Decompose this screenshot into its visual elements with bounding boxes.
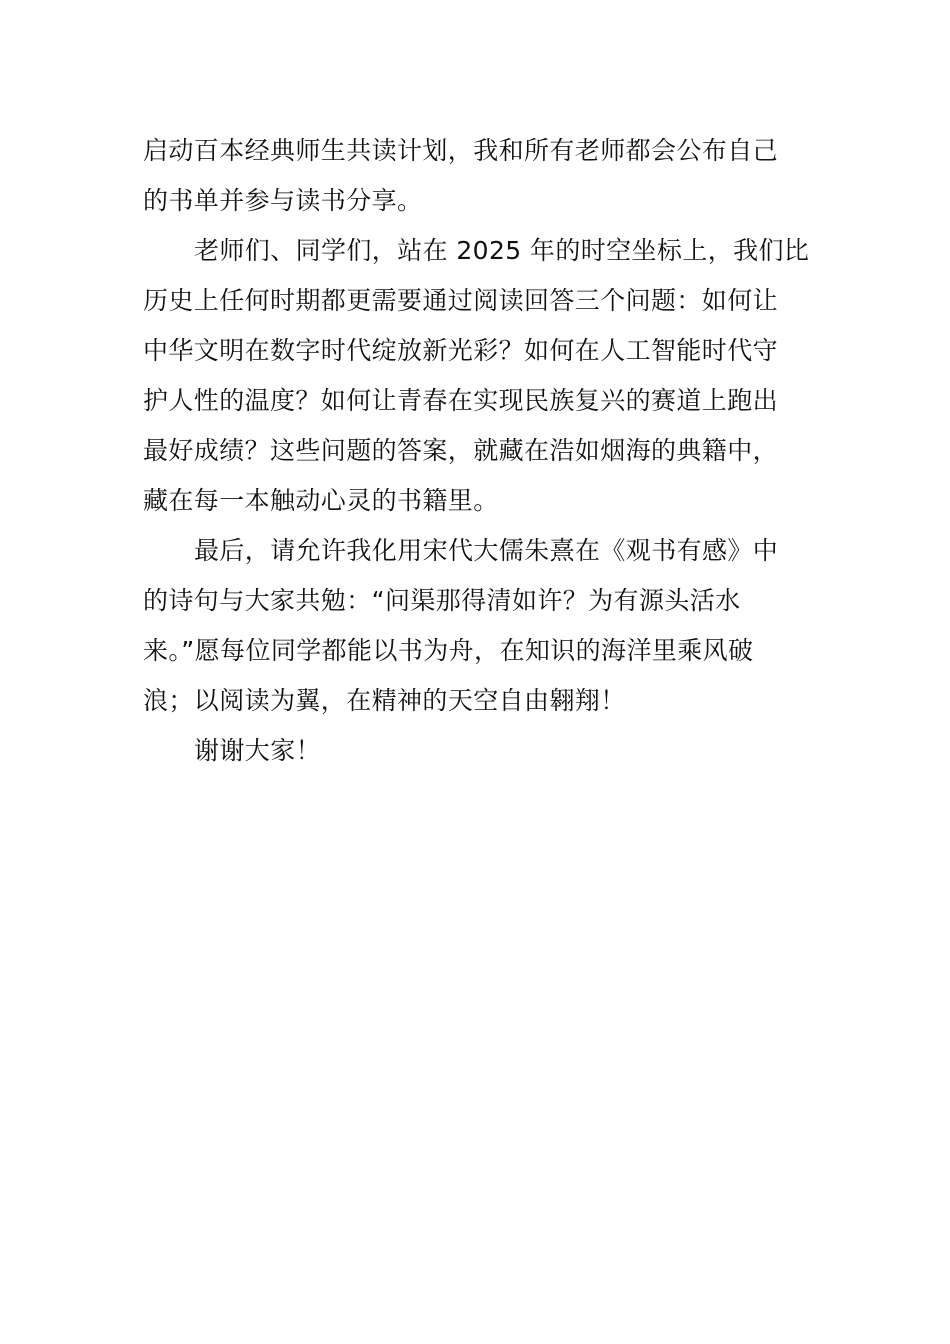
paragraph-2-line-6: 藏在每一本触动心灵的书籍里。 xyxy=(143,486,499,515)
paragraph-3-line-4: 浪；以阅读为翼，在精神的天空自由翱翔！ xyxy=(143,686,626,715)
paragraph-2-line-2: 历史上任何时期都更需要通过阅读回答三个问题：如何让 xyxy=(143,286,779,315)
paragraph-1-line-1: 启动百本经典师生共读计划，我和所有老师都会公布自己 xyxy=(143,136,779,165)
paragraph-2-line-3: 中华文明在数字时代绽放新光彩？如何在人工智能时代守 xyxy=(143,336,779,365)
closing-line: 谢谢大家！ xyxy=(194,736,322,765)
paragraph-1-line-2: 的书单并参与读书分享。 xyxy=(143,186,423,215)
paragraph-2-line-5: 最好成绩？这些问题的答案，就藏在浩如烟海的典籍中， xyxy=(143,436,779,465)
paragraph-3-line-2: 的诗句与大家共勉：“问渠那得清如许？为有源头活水 xyxy=(143,586,741,615)
paragraph-2-line-4: 护人性的温度？如何让青春在实现民族复兴的赛道上跑出 xyxy=(143,386,779,415)
paragraph-3-line-1: 最后，请允许我化用宋代大儒朱熹在《观书有感》中 xyxy=(194,536,779,565)
paragraph-3-line-3: 来。”愿每位同学都能以书为舟，在知识的海洋里乘风破 xyxy=(143,636,754,665)
paragraph-2-line-1: 老师们、同学们，站在 2025 年的时空坐标上，我们比 xyxy=(194,236,810,265)
